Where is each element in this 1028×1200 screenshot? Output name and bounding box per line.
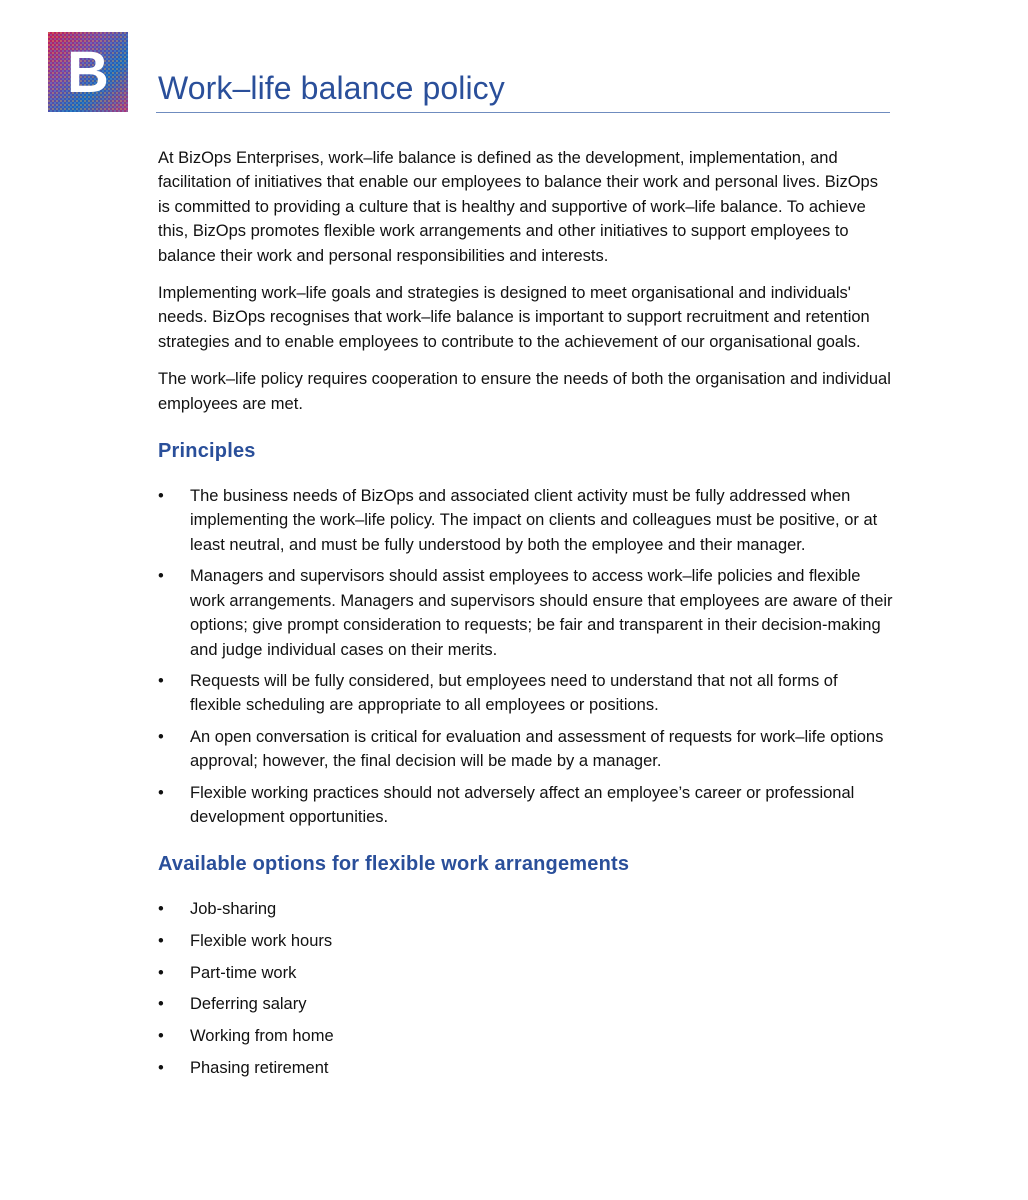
principle-text: An open conversation is critical for evaluation and assessment of requests for work–life options approval; however, the final decision will be made by a manager. bbox=[190, 727, 884, 771]
bullet-icon: • bbox=[158, 995, 164, 1014]
principle-text: Managers and supervisors should assist employees to access work–life policies and flexible work arrangements. Managers and supervisors should ensure that employees are aware of their options; give prompt consideration to requests; be fair and transparent in their decision-making and judge individual cases on their merits. bbox=[190, 567, 893, 659]
list-item bbox=[158, 1024, 893, 1048]
list-item bbox=[158, 961, 893, 985]
list-item bbox=[158, 1056, 893, 1080]
bullet-icon: • bbox=[158, 963, 164, 982]
principles-list bbox=[158, 484, 893, 829]
option-text: Part-time work bbox=[190, 963, 297, 982]
bullet-icon: • bbox=[158, 567, 164, 586]
document-title: Work–life balance policy bbox=[158, 70, 505, 106]
title-divider bbox=[156, 112, 890, 113]
principles-heading: Principles bbox=[158, 440, 256, 463]
principle-text: Flexible working practices should not adversely affect an employee’s career or professional development opportunities. bbox=[190, 783, 855, 826]
bullet-icon: • bbox=[158, 487, 164, 506]
list-item bbox=[158, 564, 893, 662]
list-item bbox=[158, 725, 893, 774]
option-text: Flexible work hours bbox=[190, 932, 333, 951]
document-body bbox=[158, 146, 893, 1088]
option-text: Phasing retirement bbox=[190, 1058, 329, 1077]
list-item bbox=[158, 897, 893, 921]
list-item bbox=[158, 929, 893, 953]
bullet-icon: • bbox=[158, 900, 164, 919]
options-heading: Available options for flexible work arrangements bbox=[158, 853, 630, 876]
intro-paragraph: At BizOps Enterprises, work–life balance is defined as the development, implementation, and facilitation of initiatives that enable our employees to balance their work and personal lives. BizOps is committed to providing a culture that is healthy and supportive of work–life balance. To achieve this, BizOps promotes flexible work arrangements and other initiatives to support employees to balance their work and personal responsibilities and interests. bbox=[158, 149, 878, 265]
company-logo bbox=[48, 32, 128, 112]
options-list bbox=[158, 897, 893, 1080]
principle-text: The business needs of BizOps and associated client activity must be fully addressed when implementing the work–life policy. The impact on clients and colleagues must be positive, or at least neutral, and must be fully understood by both the employee and their manager. bbox=[190, 487, 878, 554]
logo-letter: B bbox=[67, 40, 109, 105]
list-item bbox=[158, 781, 893, 830]
list-item bbox=[158, 669, 893, 718]
option-text: Working from home bbox=[190, 1027, 334, 1046]
bullet-icon: • bbox=[158, 932, 164, 951]
bullet-icon: • bbox=[158, 727, 164, 746]
list-item bbox=[158, 484, 893, 557]
bullet-icon: • bbox=[158, 1027, 164, 1046]
intro-paragraph: The work–life policy requires cooperation to ensure the needs of both the organisation and individual employees are met. bbox=[158, 370, 891, 413]
list-item bbox=[158, 992, 893, 1016]
intro-paragraph: Implementing work–life goals and strategies is designed to meet organisational and individuals' needs. BizOps recognises that work–life balance is important to support recruitment and retention strategies and to enable employees to contribute to the achievement of our organisational goals. bbox=[158, 284, 870, 351]
bullet-icon: • bbox=[158, 671, 164, 690]
principle-text: Requests will be fully considered, but employees need to understand that not all forms of flexible scheduling are appropriate to all employees or positions. bbox=[190, 671, 838, 715]
bullet-icon: • bbox=[158, 783, 164, 802]
bullet-icon: • bbox=[158, 1058, 164, 1077]
option-text: Job-sharing bbox=[190, 900, 277, 919]
option-text: Deferring salary bbox=[190, 995, 307, 1014]
